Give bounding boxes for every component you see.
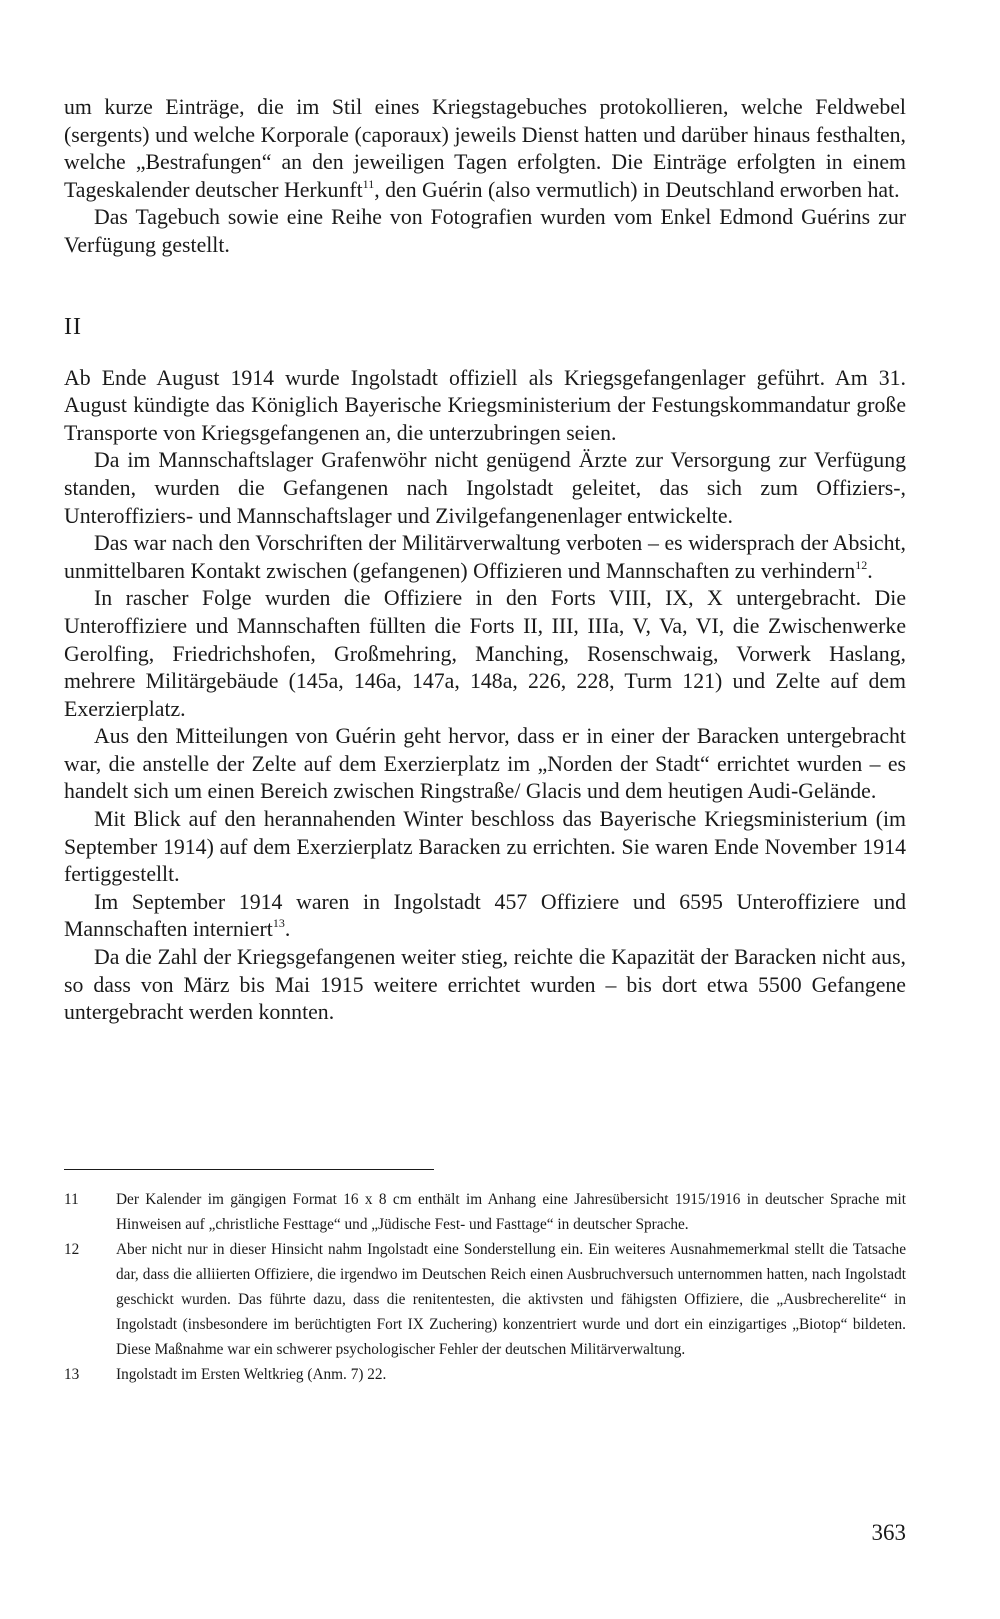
footnote-text: Ingolstadt im Ersten Weltkrieg (Anm. 7) 22.: [116, 1366, 387, 1383]
footnote: [64, 1237, 906, 1362]
footnote-ref-13[interactable]: 13: [272, 916, 285, 931]
paragraph: Im September 1914 waren in Ingolstadt 457 Offiziere und 6595 Unteroffiziere und Mannschaften interniert$^{13}$.: [64, 889, 906, 942]
paragraph: Da die Zahl der Kriegsgefangenen weiter stieg, reichte die Kapazität der Baracken nicht aus, so dass von März bis Mai 1915 weitere errichtet wurden – bis dort etwa 5500 Gefangene untergebracht werden konnten.: [64, 945, 906, 1025]
footnote-ref-11[interactable]: 11: [362, 176, 375, 191]
footnote-divider: [64, 1169, 434, 1170]
main-text: [64, 94, 906, 1027]
section-heading: II: [64, 313, 82, 340]
paragraph: Mit Blick auf den herannahenden Winter beschloss das Bayerische Kriegsministerium (im September 1914) auf dem Exerzierplatz Baracken zu errichten. Sie waren Ende November 1914 fertiggestellt.: [64, 807, 906, 887]
footnote: [64, 1187, 906, 1237]
footnote-ref-12[interactable]: 12: [855, 557, 868, 572]
paragraph: Aus den Mitteilungen von Guérin geht hervor, dass er in einer der Baracken untergebracht war, die anstelle der Zelte auf dem Exerzierplatz im „Norden der Stadt“ errichtet wurden – es handelt sich um einen Bereich zwischen Ringstraße/ Glacis und dem heutigen Audi-Gelände.: [64, 724, 906, 804]
page-number: 363: [871, 1520, 906, 1545]
footnotes: [64, 1187, 906, 1387]
paragraph: In rascher Folge wurden die Offiziere in den Forts VIII, IX, X untergebracht. Die Unteroffiziere und Mannschaften füllten die Forts II, III, IIIa, V, Va, VI, die Zwischenwerke Gerolfing, Friedrichshofen, Großmehring, Manching, Rosenschwaig, Vorwerk Haslang, mehrere Militärgebäude (145a, 146a, 147a, 148a, 226, 228, Turm 121) und Zelte auf dem Exerzierplatz.: [64, 586, 906, 721]
paragraph: Das Tagebuch sowie eine Reihe von Fotografien wurden vom Enkel Edmond Guérins zur Verfügung gestellt.: [64, 205, 906, 257]
paragraph: Ab Ende August 1914 wurde Ingolstadt offiziell als Kriegsgefangenlager geführt. Am 31. August kündigte das Königlich Bayerische Kriegsministerium der Festungskommandatur große Transporte von Kriegsgefangenen an, die unterzubringen seien.: [64, 365, 906, 445]
footnote-number: 13: [64, 1366, 80, 1383]
footnote-number: 12: [64, 1241, 80, 1258]
paragraph: um kurze Einträge, die im Stil eines Kriegstagebuches protokollieren, welche Feldwebel (sergents) und welche Korporale (caporaux) jeweils Dienst hatten und darüber hinaus festhalten, welche „Bestrafungen“ an den jeweiligen Tagen erfolgten. Die Einträge erfolgten in einem Tageskalender deutscher Herkunft$^{11}$, den Guérin (also vermutlich) in Deutschland erworben hat.: [64, 95, 906, 202]
footnote-text: Aber nicht nur in dieser Hinsicht nahm Ingolstadt eine Sonderstellung ein. Ein weiteres Ausnahmemerkmal stellt die Tatsache dar, dass die alliierten Offiziere, die irgendwo im Deutschen Reich einen Ausbruchversuch unternommen hatten, nach Ingolstadt geschickt wurden. Das führte dazu, dass die renitentesten, die aktivsten und fähigsten Offiziere, die „Ausbrecherelite“ in Ingolstadt (insbesondere im berüchtigten Fort IX Zuchering) konzentriert wurde und dort ein einzigartiges „Biotop“ bildeten. Diese Maßnahme war ein schwerer psychologischer Fehler der deutschen Militärverwaltung.: [116, 1241, 906, 1358]
footnote-text: Der Kalender im gängigen Format 16 x 8 cm enthält im Anhang eine Jahresübersicht 1915/1916 in deutscher Sprache mit Hinweisen auf „christliche Festtage“ und „Jüdische Fest- und Fasttage“ in deutscher Sprache.: [116, 1191, 906, 1233]
footnote: [64, 1362, 906, 1387]
paragraph: Das war nach den Vorschriften der Militärverwaltung verboten – es widersprach der Absicht, unmittelbaren Kontakt zwischen (gefangenen) Offizieren und Mannschaften zu verhindern$^{12}$.: [64, 531, 906, 583]
paragraph: Da im Mannschaftslager Grafenwöhr nicht genügend Ärzte zur Versorgung zur Verfügung standen, wurden die Gefangenen nach Ingolstadt geleitet, das sich zum Offiziers-, Unteroffiziers- und Mannschaftslager und Zivilgefangenenlager entwickelte.: [64, 448, 906, 528]
footnote-number: 11: [64, 1191, 79, 1208]
